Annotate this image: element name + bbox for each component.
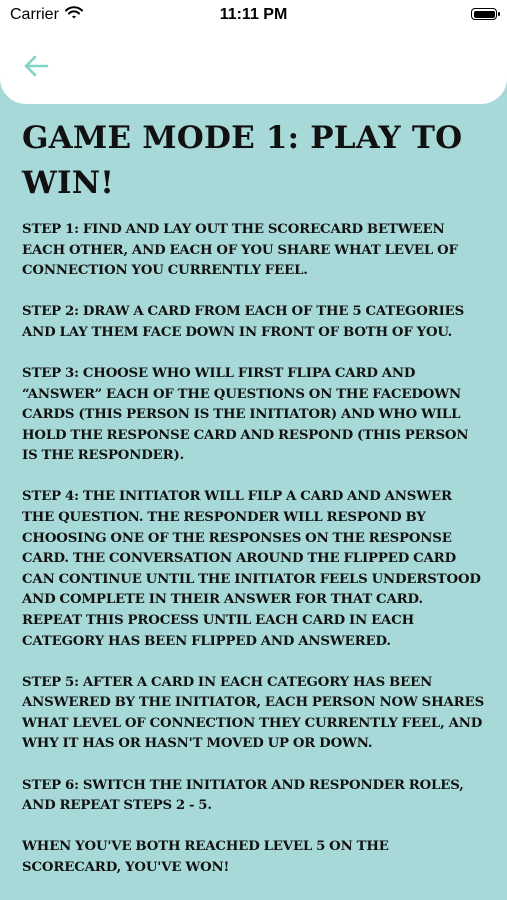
battery-icon (471, 8, 497, 20)
status-bar (0, 0, 507, 30)
step-3: STEP 3: CHOOSE WHO WILL FIRST FLIPA CARD AND “ANSWER” EACH OF THE QUESTIONS ON THE FACEDOWN CARDS (THIS PERSON IS THE INITIATOR) AND WHO WILL HOLD THE RESPONSE CARD AND RESPOND (THIS PERSON IS THE RESPONDER). (22, 365, 469, 464)
arrow-left-icon (23, 55, 49, 81)
step-5: STEP 5: AFTER A CARD IN EACH CATEGORY HAS BEEN ANSWERED BY THE INITIATOR, EACH PERSON NOW SHARES WHAT LEVEL OF CONNECTION THEY CURRENTLY FEEL, AND WHY IT HAS OR HASN'T MOVED UP OR DOWN. (22, 674, 485, 752)
status-time: 11:11 PM (219, 6, 288, 23)
step-6: STEP 6: SWITCH THE INITIATOR AND RESPONDER ROLES, AND REPEAT STEPS 2 - 5. (22, 777, 464, 814)
win-condition: WHEN YOU'VE BOTH REACHED LEVEL 5 ON THE SCORECARD, YOU'VE WON! (22, 839, 389, 875)
steps-list (22, 220, 485, 878)
page-title: GAME MODE 1: PLAY TO WIN! (22, 120, 463, 201)
step-4: STEP 4: THE INITIATOR WILL FILP A CARD AND ANSWER THE QUESTION. THE RESPONDER WILL RESPOND BY CHOOSING ONE OF THE RESPONSES ON THE RESPONSE CARD. THE CONVERSATION AROUND THE FLIPPED CARD CAN CONTINUE UNTIL THE INITIATOR FEELS UNDERSTOOD AND COMPLETE IN THEIR ANSWER FOR THAT CARD. REPEAT THIS PROCESS UNTIL EACH CARD IN EACH CATEGORY HAS BEEN FLIPPED AND ANSWERED. (22, 489, 481, 649)
step-2: STEP 2: DRAW A CARD FROM EACH OF THE 5 CATEGORIES AND LAY THEM FACE DOWN IN FRONT OF BOTH OF YOU. (22, 304, 465, 340)
step-1: STEP 1: FIND AND LAY OUT THE SCORECARD BETWEEN EACH OTHER, AND EACH OF YOU SHARE WHAT LEVEL OF CONNECTION YOU CURRENTLY FEEL. (22, 222, 458, 279)
carrier-label: Carrier (10, 6, 59, 23)
nav-header (0, 0, 507, 104)
back-button[interactable] (20, 52, 52, 84)
battery-level (474, 11, 495, 18)
instructions-content (22, 116, 485, 899)
